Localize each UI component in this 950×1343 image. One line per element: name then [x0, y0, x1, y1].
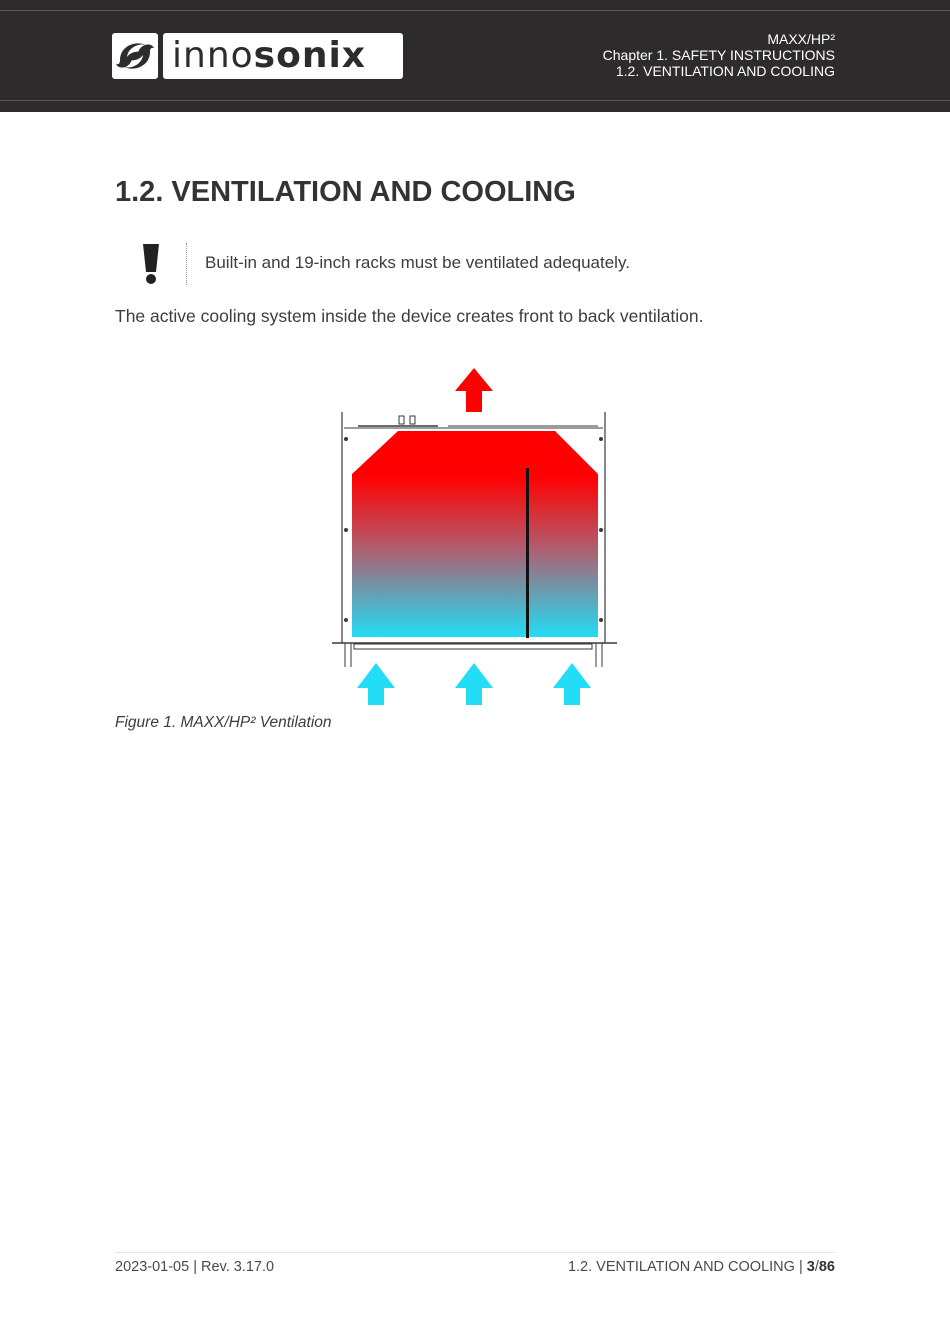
header-bottom-rule: [0, 100, 950, 101]
header-product: MAXX/HP²: [767, 31, 835, 47]
body-paragraph: The active cooling system inside the device creates front to back ventilation.: [115, 306, 704, 326]
note-divider: [186, 243, 187, 285]
footer-section: 1.2. VENTILATION AND COOLING |: [567, 1259, 807, 1275]
footer-page-current: 3: [806, 1259, 815, 1275]
figure-caption: Figure 1. MAXX/HP² Ventilation: [115, 714, 332, 731]
footer-page-sep: /: [814, 1259, 819, 1275]
page-title: 1.2. VENTILATION AND COOLING: [115, 176, 576, 208]
exclamation-icon: [140, 243, 162, 285]
header-chapter: Chapter 1. SAFETY INSTRUCTIONS: [602, 47, 835, 63]
header-top-rule: [0, 10, 950, 11]
logo-text-bold: sonix: [253, 35, 367, 76]
intake-arrow-icon: [553, 663, 591, 705]
intake-arrow-icon: [455, 663, 493, 705]
logo-wordmark: [163, 33, 403, 79]
intake-arrow-icon: [357, 663, 395, 705]
footer-page-info: [568, 1259, 835, 1275]
logo-swirl-icon: [112, 33, 158, 79]
airflow-gradient: [352, 431, 598, 637]
note-text: Built-in and 19-inch racks must be ventilated adequately.: [205, 253, 630, 272]
footer-rule: [115, 1252, 835, 1253]
internal-divider: [526, 468, 529, 638]
ventilation-figure: [328, 360, 628, 712]
exhaust-arrow-icon: [455, 368, 493, 412]
footer-page-total: 86: [818, 1259, 835, 1275]
footer-date-revision: 2023-01-05 | Rev. 3.17.0: [115, 1259, 275, 1275]
logo-text-regular: inno: [172, 35, 254, 76]
header-section: 1.2. VENTILATION AND COOLING: [615, 63, 835, 79]
page-header: [0, 0, 950, 112]
header-breadcrumb: [603, 31, 835, 79]
